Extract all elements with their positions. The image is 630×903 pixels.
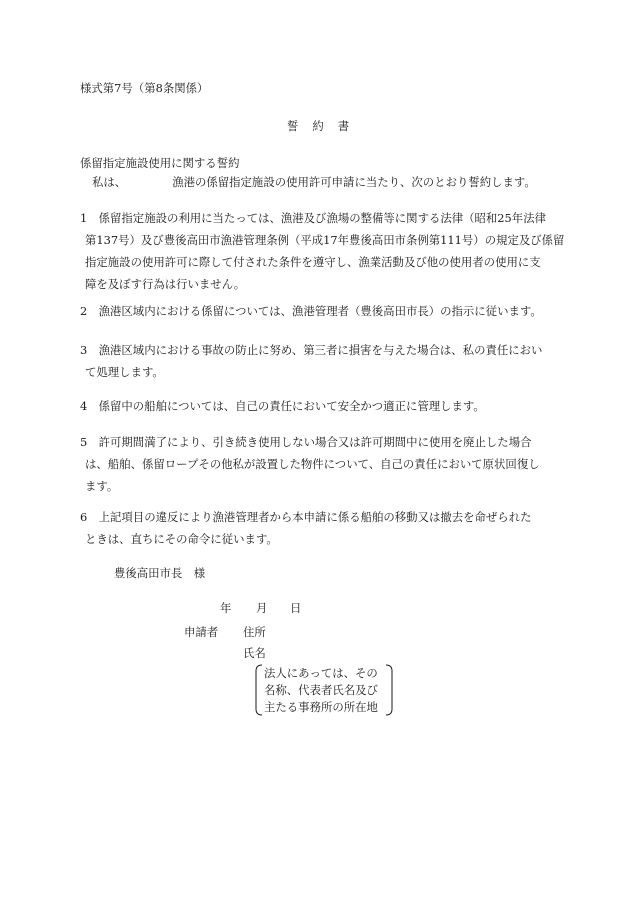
- pledge-item-line: ときは、直ちにその命令に従います。: [85, 532, 278, 546]
- addressee: 豊後高田市長 様: [114, 566, 206, 580]
- pledge-item-line: 指定施設の使用許可に際して付された条件を遵守し、漁業活動及び他の使用者の使用に支: [85, 255, 541, 269]
- pledge-item-line: 第137号）及び豊後高田市漁港管理条例（平成17年豊後高田市条例第111号）の規定及び係留: [85, 233, 565, 247]
- pledge-item-2: [80, 300, 555, 322]
- corporate-note-line: 主たる事務所の所在地: [264, 700, 378, 714]
- address-label: 住所: [243, 625, 266, 639]
- pledge-intro: [92, 175, 536, 190]
- corporate-note: [255, 664, 393, 716]
- pledge-item-1: [80, 207, 565, 295]
- pledge-item-4: [80, 395, 555, 417]
- pledge-intro-prefix: 私は、: [92, 175, 127, 189]
- pledge-item-line: 4 係留中の船舶については、自己の責任において安全かつ適正に管理します。: [80, 399, 485, 413]
- pledge-intro-suffix: 漁港の係留指定施設の使用許可申請に当たり、次のとおり誓約します。: [172, 175, 536, 189]
- pledge-item-6: [80, 506, 555, 550]
- document-title: 誓約書: [287, 119, 364, 133]
- pledge-item-line: 障を及ぼす行為は行いません。: [85, 277, 246, 291]
- name-label: 氏名: [243, 646, 266, 660]
- pledge-item-line: 6 上記項目の違反により漁港管理者から本申請に係る船舶の移動又は撤去を命ぜられた: [80, 510, 532, 524]
- corporate-note-text: [264, 665, 378, 716]
- pledge-item-line: 1 係留指定施設の利用に当たっては、漁港及び漁場の整備等に関する法律（昭和25年法律: [80, 211, 546, 225]
- date-month-label: 月: [256, 601, 268, 615]
- date-year-label: 年: [220, 601, 232, 615]
- date-day-label: 日: [290, 601, 302, 615]
- form-number: 様式第7号（第8条関係）: [80, 81, 209, 95]
- pledge-item-line: 5 許可期間満了により、引き続き使用しない場合又は許可期間中に使用を廃止した場合: [80, 435, 532, 449]
- pledge-item-line: 3 漁港区域内における事故の防止に努め、第三者に損害を与えた場合は、私の責任におい: [80, 343, 543, 357]
- pledge-item-5: [80, 431, 555, 497]
- pledge-item-line: は、船舶、係留ロープその他私が設置した物件について、自己の責任において原状回復し: [85, 457, 540, 471]
- pledge-item-3: [80, 339, 555, 383]
- pledge-item-line: て処理します。: [85, 365, 164, 379]
- corporate-note-line: 法人にあっては、その: [264, 666, 378, 680]
- pledge-subject: 係留指定施設使用に関する誓約: [80, 156, 240, 170]
- pledge-item-line: ます。: [85, 479, 119, 493]
- pledge-item-line: 2 漁港区域内における係留については、漁港管理者（豊後高田市長）の指示に従います。: [80, 304, 542, 318]
- applicant-label: 申請者: [184, 625, 219, 639]
- corporate-note-line: 名称、代表者氏名及び: [264, 683, 378, 697]
